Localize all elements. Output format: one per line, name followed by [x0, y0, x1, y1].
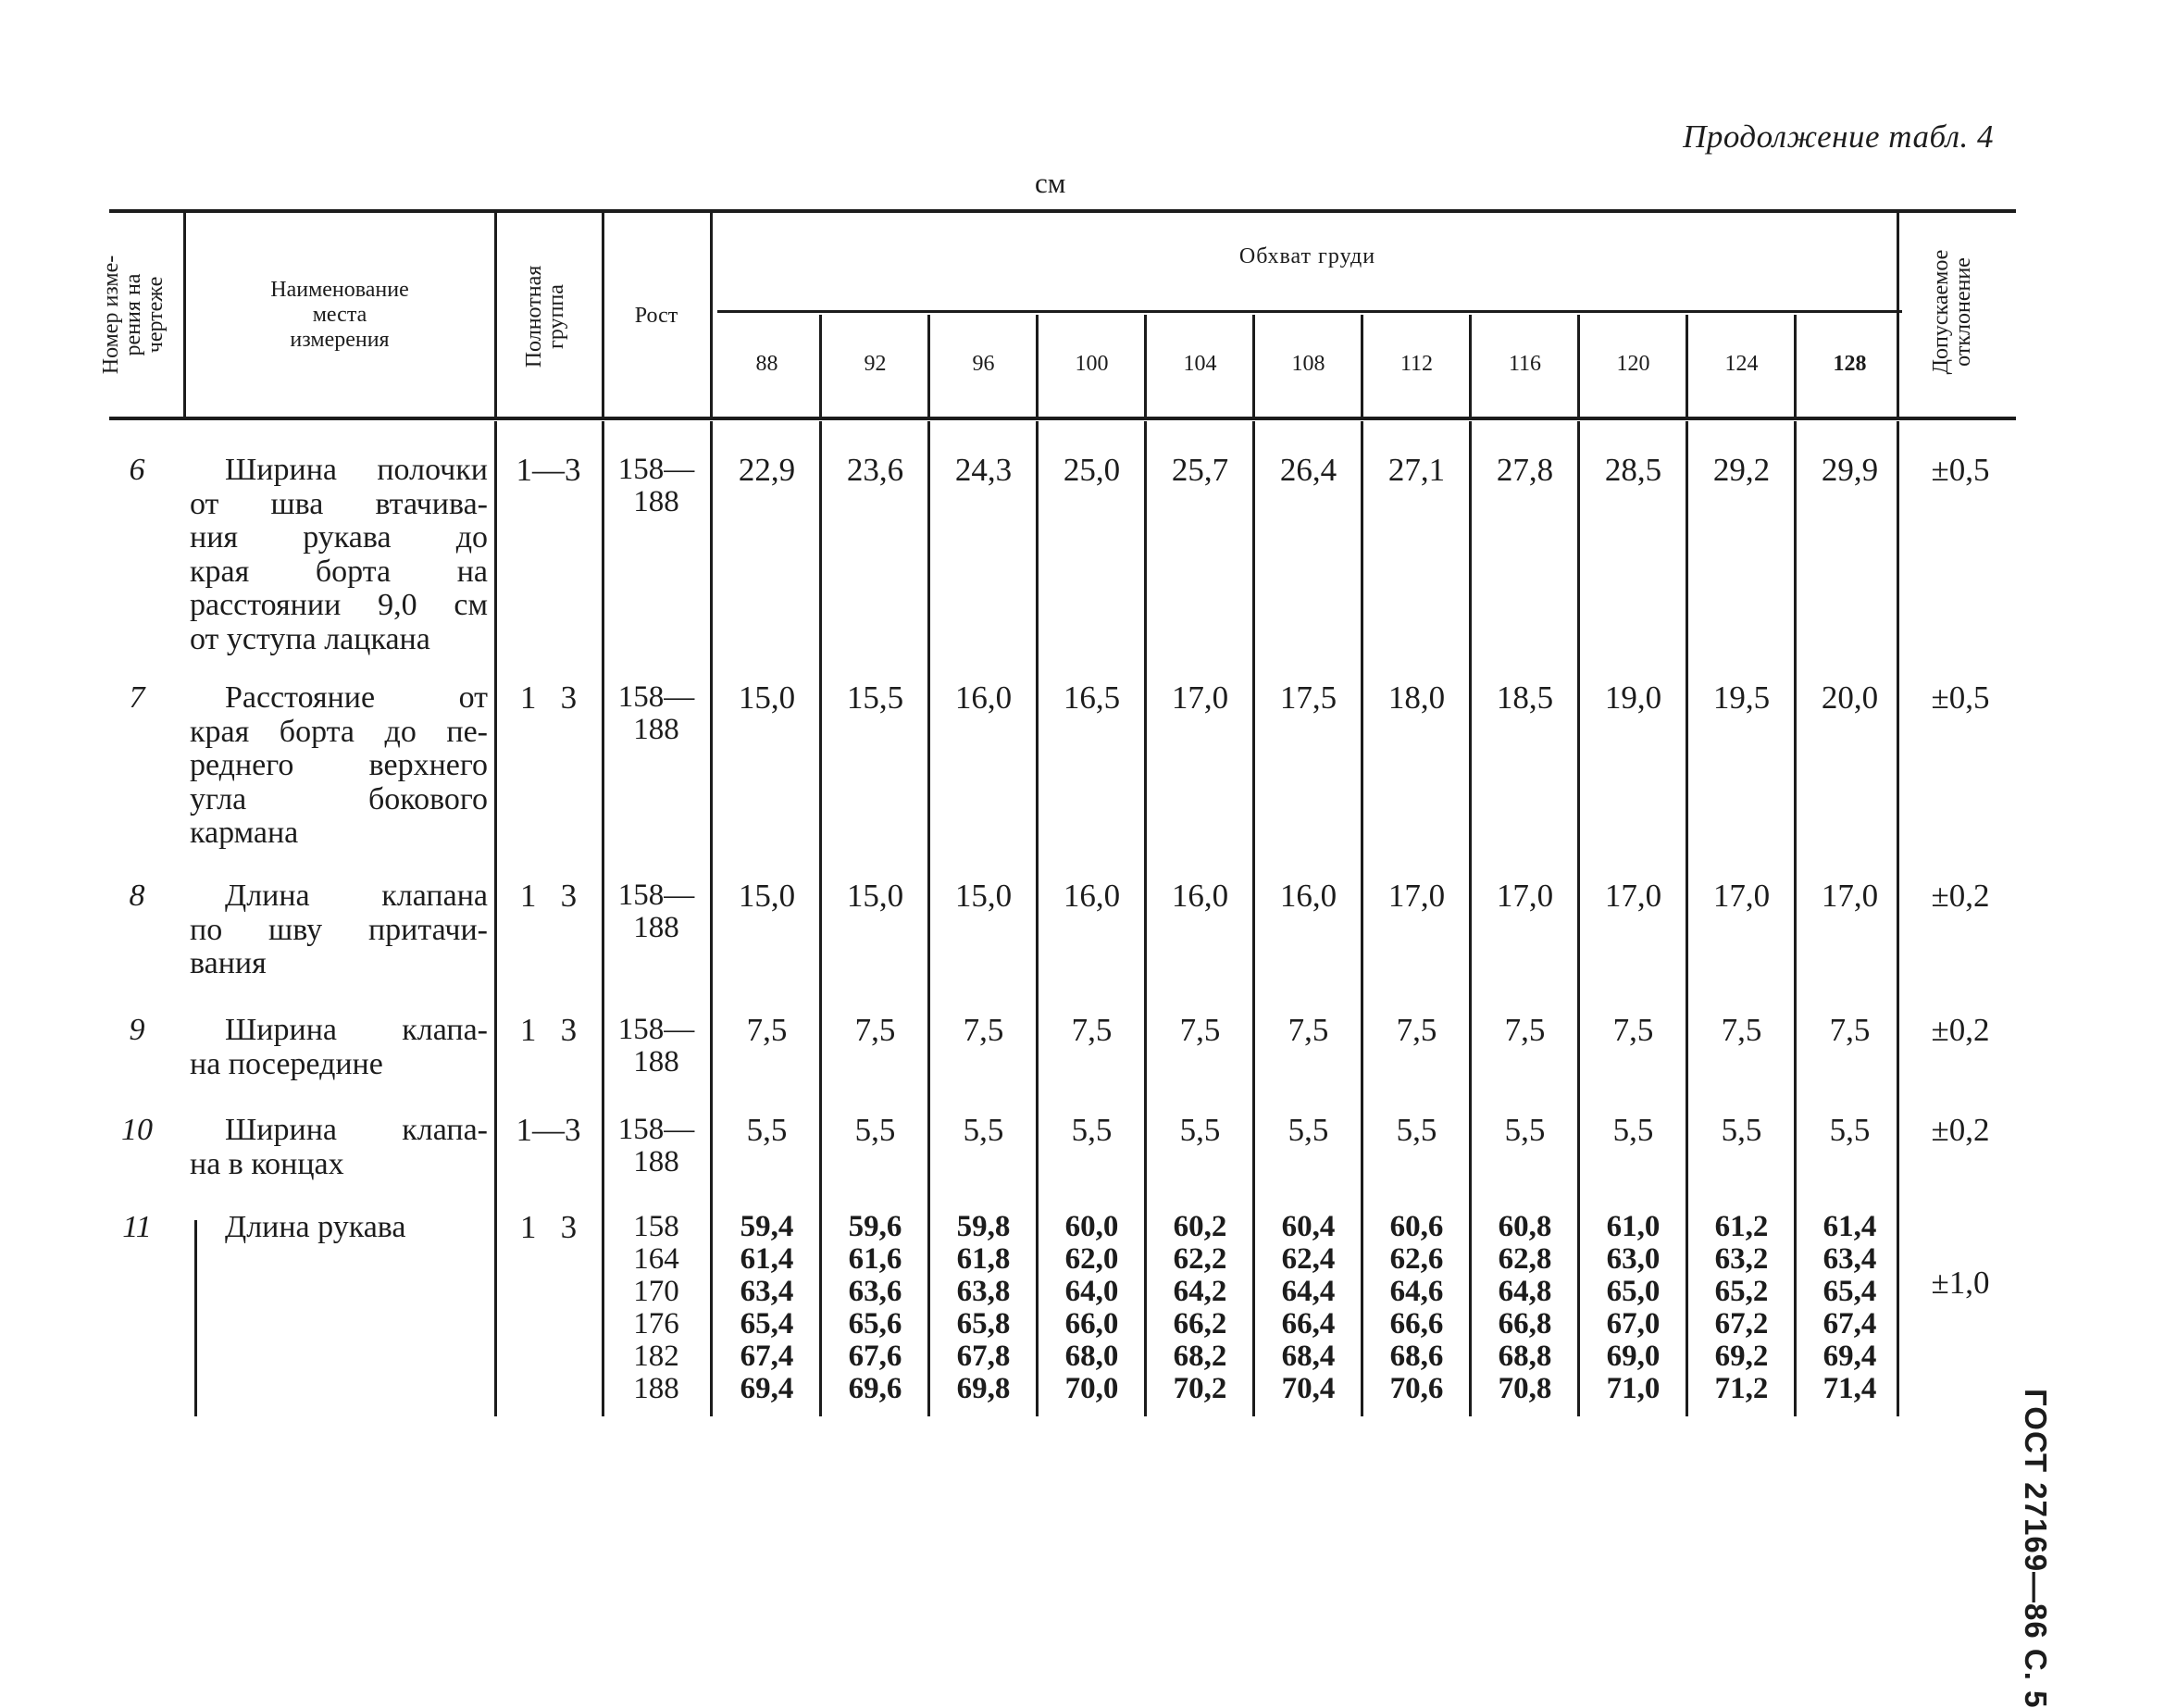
- tolerance: ±0,2: [1931, 878, 1990, 914]
- value-cell: 17,0: [1171, 679, 1229, 716]
- value-cell: 7,5: [854, 1012, 896, 1048]
- measurement-name-line: от шва втачива-: [190, 486, 488, 521]
- measurement-name-line: от уступа лацкана: [190, 621, 430, 656]
- chest-size-header: 104: [1183, 352, 1217, 376]
- measurement-name: [190, 879, 488, 981]
- value-cell: 26,4: [1279, 452, 1337, 488]
- value-cell: 5,5: [1721, 1112, 1762, 1148]
- value-cell: 5,5: [854, 1112, 896, 1148]
- height-range: 158— 188: [617, 1013, 695, 1078]
- header-divider: [1577, 315, 1580, 417]
- value-cell: 7,5: [1071, 1012, 1113, 1048]
- header-divider: [819, 315, 822, 417]
- value-cell: 18,5: [1496, 679, 1554, 716]
- header-measurement-number: Номер изме- рения на чертеже: [99, 255, 168, 375]
- row-number: 9: [129, 1013, 145, 1047]
- header-divider: [183, 213, 186, 417]
- measurement-name-line: края борта на: [190, 554, 488, 589]
- value-cell: 20,0: [1821, 679, 1879, 716]
- fullness-group: 1—3: [516, 1112, 581, 1148]
- column-divider: [1577, 421, 1580, 1416]
- fullness-group: 1 3: [519, 1012, 578, 1048]
- chest-size-header: 120: [1616, 352, 1650, 376]
- header-divider: [1252, 315, 1255, 417]
- fullness-group: 1 3: [519, 1209, 578, 1245]
- measurement-name: [190, 1211, 488, 1245]
- value-cell: 5,5: [1504, 1112, 1546, 1148]
- fullness-group: 1—3: [516, 452, 581, 488]
- tolerance: ±0,2: [1931, 1112, 1990, 1148]
- value-cell: 5,5: [1179, 1112, 1221, 1148]
- header-divider: [927, 315, 930, 417]
- measurement-name-line: Длина клапана: [225, 879, 488, 913]
- value-cell: 28,5: [1604, 452, 1662, 488]
- value-cell: 29,2: [1712, 452, 1771, 488]
- table-caption: Продолжение табл. 4: [1683, 118, 1994, 155]
- value-cell: 7,5: [1721, 1012, 1762, 1048]
- value-cell: 5,5: [1288, 1112, 1329, 1148]
- column-divider: [194, 1220, 197, 1416]
- value-cell: 5,5: [963, 1112, 1004, 1148]
- value-cell: 15,5: [846, 679, 904, 716]
- column-divider: [1686, 421, 1688, 1416]
- header-fullness-group: Полнотная группа: [522, 265, 568, 368]
- measurement-name-line: Ширина полочки: [225, 453, 488, 487]
- value-cell: 23,6: [846, 452, 904, 488]
- tolerance: ±0,2: [1931, 1012, 1990, 1048]
- measurement-name-line: по шву притачи-: [190, 912, 488, 947]
- unit-label: см: [1035, 167, 1066, 199]
- measurement-name-line: Длина рукава: [225, 1210, 406, 1244]
- header-divider: [1897, 213, 1899, 417]
- measurement-name-line: края борта до пе-: [190, 714, 488, 749]
- chest-size-header: 108: [1291, 352, 1325, 376]
- column-divider: [927, 421, 930, 1416]
- value-cell: 17,0: [1712, 878, 1771, 914]
- measurement-name-line: Ширина клапа-: [225, 1113, 488, 1147]
- value-column: 60,4 62,4 64,4 66,4 68,4 70,4: [1281, 1210, 1336, 1405]
- measurement-name-line: вания: [190, 946, 267, 980]
- header-chest-girth: Обхват груди: [1238, 244, 1376, 268]
- side-page-label: ГОСТ 27169—86 С. 5: [2019, 1389, 2053, 1708]
- header-tolerance: Допускаемое отклонение: [1929, 249, 1975, 375]
- row-number: 6: [129, 453, 145, 487]
- column-divider: [1036, 421, 1039, 1416]
- measurement-name: [190, 1014, 488, 1081]
- value-cell: 25,0: [1063, 452, 1121, 488]
- header-divider: [1361, 315, 1363, 417]
- measurement-name-line: на в концах: [190, 1146, 344, 1181]
- value-cell: 19,0: [1604, 679, 1662, 716]
- row-number: 11: [122, 1210, 152, 1244]
- measurement-name-line: угла бокового: [190, 781, 488, 817]
- value-cell: 7,5: [1288, 1012, 1329, 1048]
- value-cell: 29,9: [1821, 452, 1879, 488]
- value-cell: 15,0: [846, 878, 904, 914]
- chest-size-header: 124: [1724, 352, 1759, 376]
- height-values: 158 164 170 176 182 188: [633, 1210, 679, 1405]
- header-height: Рост: [634, 304, 678, 328]
- value-cell: 16,0: [1279, 878, 1337, 914]
- column-divider: [1252, 421, 1255, 1416]
- header-divider: [1144, 315, 1147, 417]
- chest-size-header: 100: [1075, 352, 1109, 376]
- header-divider: [1036, 315, 1039, 417]
- value-cell: 15,0: [738, 878, 796, 914]
- value-cell: 22,9: [738, 452, 796, 488]
- value-cell: 24,3: [954, 452, 1013, 488]
- value-cell: 16,0: [954, 679, 1013, 716]
- column-divider: [1144, 421, 1147, 1416]
- measurement-name-line: кармана: [190, 816, 299, 850]
- value-cell: 7,5: [1612, 1012, 1654, 1048]
- value-column: 61,0 63,0 65,0 67,0 69,0 71,0: [1606, 1210, 1661, 1405]
- header-bottom-rule: [109, 417, 2016, 420]
- value-cell: 27,8: [1496, 452, 1554, 488]
- chest-size-header: 128: [1833, 352, 1867, 376]
- measurement-name-line: Ширина клапа-: [225, 1013, 488, 1047]
- tolerance: ±1,0: [1931, 1265, 1990, 1301]
- value-column: 61,2 63,2 65,2 67,2 69,2 71,2: [1714, 1210, 1769, 1405]
- fullness-group: 1 3: [519, 878, 578, 914]
- header-divider: [1469, 315, 1472, 417]
- column-divider: [710, 421, 713, 1416]
- height-range: 158— 188: [617, 453, 695, 518]
- value-column: 60,6 62,6 64,6 66,6 68,6 70,6: [1389, 1210, 1444, 1405]
- row-number: 7: [129, 680, 145, 715]
- value-cell: 15,0: [738, 679, 796, 716]
- value-column: 61,4 63,4 65,4 67,4 69,4 71,4: [1822, 1210, 1877, 1405]
- value-cell: 25,7: [1171, 452, 1229, 488]
- measurement-name-line: ния рукава до: [190, 520, 488, 555]
- value-cell: 15,0: [954, 878, 1013, 914]
- height-range: 158— 188: [617, 1113, 695, 1178]
- value-cell: 5,5: [1396, 1112, 1437, 1148]
- chest-size-header: 116: [1508, 352, 1542, 376]
- measurement-name: [190, 681, 488, 851]
- row-number: 10: [121, 1113, 153, 1147]
- value-cell: 17,0: [1604, 878, 1662, 914]
- value-column: 60,2 62,2 64,2 66,2 68,2 70,2: [1173, 1210, 1227, 1405]
- value-cell: 5,5: [1071, 1112, 1113, 1148]
- fullness-group: 1 3: [519, 679, 578, 716]
- value-cell: 18,0: [1387, 679, 1446, 716]
- chest-size-header: 88: [755, 352, 778, 376]
- value-cell: 27,1: [1387, 452, 1446, 488]
- value-column: 59,4 61,4 63,4 65,4 67,4 69,4: [740, 1210, 794, 1405]
- value-cell: 5,5: [746, 1112, 788, 1148]
- height-range: 158— 188: [617, 879, 695, 944]
- chest-subheader-rule: [717, 310, 1902, 313]
- value-cell: 7,5: [1829, 1012, 1871, 1048]
- measurement-name-line: Расстояние от: [225, 680, 488, 715]
- header-divider: [710, 213, 713, 417]
- value-cell: 5,5: [1612, 1112, 1654, 1148]
- column-divider: [1361, 421, 1363, 1416]
- value-cell: 7,5: [963, 1012, 1004, 1048]
- value-cell: 16,0: [1171, 878, 1229, 914]
- column-divider: [602, 421, 604, 1416]
- value-cell: 17,0: [1496, 878, 1554, 914]
- column-divider: [819, 421, 822, 1416]
- header-divider: [1686, 315, 1688, 417]
- header-divider: [494, 213, 497, 417]
- value-cell: 17,0: [1387, 878, 1446, 914]
- value-cell: 7,5: [1396, 1012, 1437, 1048]
- column-divider: [494, 421, 497, 1416]
- value-cell: 16,0: [1063, 878, 1121, 914]
- tolerance: ±0,5: [1931, 452, 1990, 488]
- value-column: 60,0 62,0 64,0 66,0 68,0 70,0: [1064, 1210, 1119, 1405]
- measurement-name-line: реднего верхнего: [190, 748, 488, 782]
- measurement-name: [190, 454, 488, 656]
- tolerance: ±0,5: [1931, 679, 1990, 716]
- value-cell: 7,5: [1504, 1012, 1546, 1048]
- value-cell: 17,5: [1279, 679, 1337, 716]
- header-divider: [602, 213, 604, 417]
- value-column: 59,8 61,8 63,8 65,8 67,8 69,8: [956, 1210, 1011, 1405]
- value-cell: 7,5: [1179, 1012, 1221, 1048]
- value-cell: 7,5: [746, 1012, 788, 1048]
- chest-size-header: 96: [972, 352, 995, 376]
- value-column: 59,6 61,6 63,6 65,6 67,6 69,6: [848, 1210, 902, 1405]
- value-cell: 19,5: [1712, 679, 1771, 716]
- chest-size-header: 92: [864, 352, 887, 376]
- value-column: 60,8 62,8 64,8 66,8 68,8 70,8: [1498, 1210, 1552, 1405]
- value-cell: 17,0: [1821, 878, 1879, 914]
- measurement-name: [190, 1114, 488, 1181]
- chest-size-header: 112: [1400, 352, 1434, 376]
- column-divider: [1897, 421, 1899, 1416]
- column-divider: [1794, 421, 1797, 1416]
- column-divider: [1469, 421, 1472, 1416]
- measurement-name-line: расстоянии 9,0 см: [190, 588, 488, 622]
- height-range: 158— 188: [617, 680, 695, 746]
- header-measurement-name: Наименование места измерения: [270, 278, 409, 352]
- value-cell: 5,5: [1829, 1112, 1871, 1148]
- table-top-rule: [109, 209, 2016, 213]
- row-number: 8: [129, 879, 145, 913]
- measurement-name-line: на посередине: [190, 1046, 383, 1081]
- value-cell: 16,5: [1063, 679, 1121, 716]
- header-divider: [1794, 315, 1797, 417]
